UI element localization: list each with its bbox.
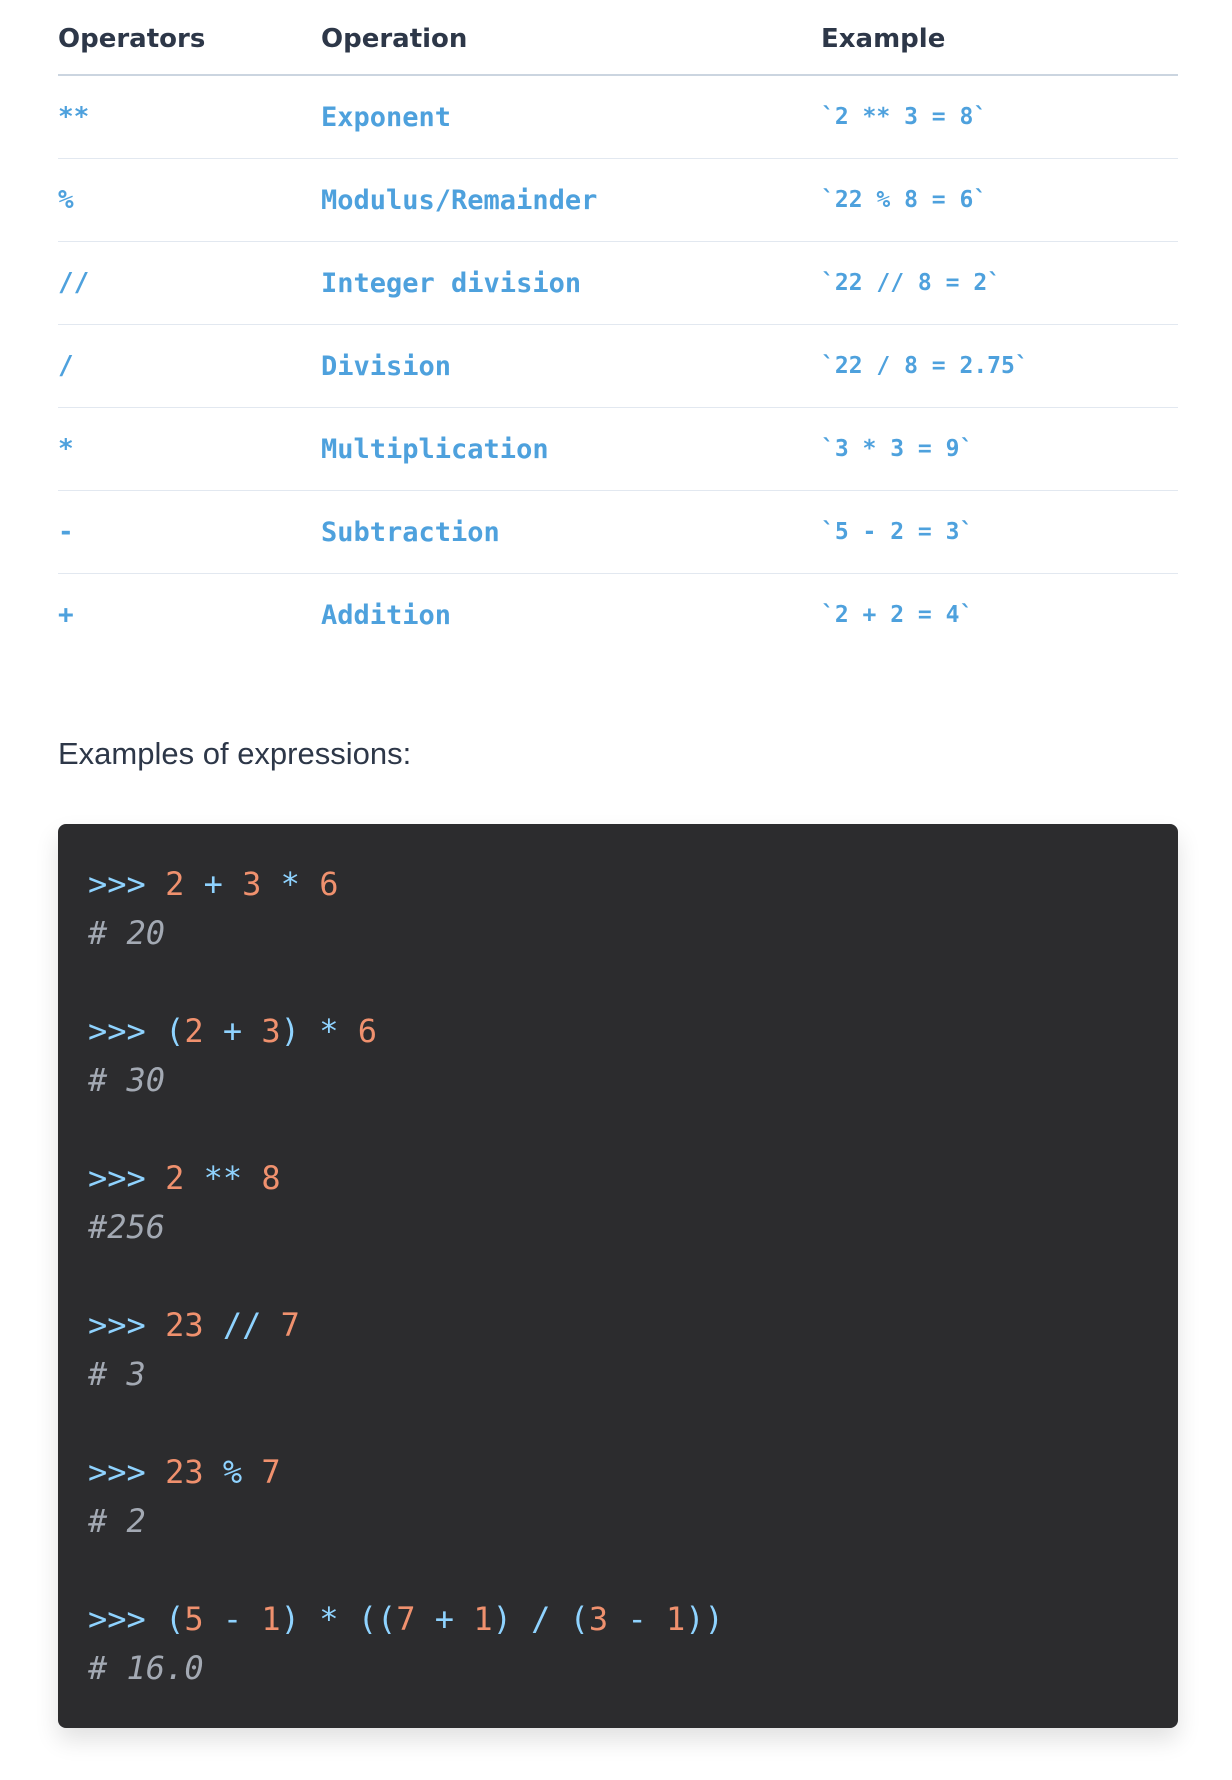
table-row (58, 408, 1178, 491)
code-block[interactable] (58, 824, 1178, 1728)
code-input-line (88, 1007, 1148, 1056)
operation-cell: Division (321, 325, 821, 408)
content (58, 0, 1178, 1687)
code-token: 8 (261, 1159, 281, 1197)
operation-cell: Integer division (321, 242, 821, 325)
example-cell: `22 % 8 = 6` (821, 159, 1178, 242)
example-cell: `22 // 8 = 2` (821, 242, 1178, 325)
table-row (58, 325, 1178, 408)
operation-cell: Modulus/Remainder (321, 159, 821, 242)
operator-cell: * (58, 408, 321, 491)
code-token: 2 (184, 1012, 204, 1050)
operator-cell: // (58, 242, 321, 325)
header-example: Example (821, 24, 1178, 75)
operation-cell: Subtraction (321, 491, 821, 574)
code-token: ) (280, 1600, 300, 1638)
code-token: 6 (357, 1012, 377, 1050)
operation-cell: Exponent (321, 75, 821, 159)
code-token: * (299, 1600, 358, 1638)
table-row (58, 159, 1178, 242)
code-token: ( (165, 1600, 185, 1638)
code-input-line (88, 860, 1148, 909)
example-cell: `3 * 3 = 9` (821, 408, 1178, 491)
code-prompt: >>> (88, 865, 146, 903)
code-blank-line (88, 1546, 1148, 1595)
code-token: 23 (165, 1453, 204, 1491)
table-row (58, 491, 1178, 574)
code-input-line (88, 1448, 1148, 1497)
code-result-comment: #256 (88, 1208, 166, 1246)
code-token: 3 (588, 1600, 609, 1638)
code-input-line (88, 1301, 1148, 1350)
code-prompt: >>> (88, 1600, 146, 1638)
code-token: + (415, 1600, 474, 1638)
code-token: ** (184, 1159, 262, 1197)
code-prompt: >>> (88, 1159, 146, 1197)
example-cell: `22 / 8 = 2.75` (821, 325, 1178, 408)
table-row (58, 75, 1178, 159)
code-token: 2 (165, 1159, 185, 1197)
code-token: * (261, 865, 320, 903)
code-token: ) (280, 1012, 300, 1050)
code-token: ( (165, 1012, 185, 1050)
code-token: - (203, 1600, 262, 1638)
code-token: 6 (319, 865, 339, 903)
code-token: + (184, 865, 243, 903)
operator-cell: + (58, 600, 74, 630)
code-token: )) (685, 1600, 724, 1638)
example-cell: `2 ** 3 = 8` (821, 75, 1178, 159)
operators-table (58, 24, 1178, 656)
code-token: 3 (261, 1012, 281, 1050)
operator-cell: ** (58, 75, 321, 159)
code-prompt: >>> (88, 1306, 146, 1344)
code-result-comment: # 30 (88, 1061, 166, 1099)
example-cell: `5 - 2 = 3` (821, 491, 1178, 574)
table-row (58, 242, 1178, 325)
code-prompt: >>> (88, 1012, 146, 1050)
code-token: 2 (165, 865, 185, 903)
examples-intro-text: Examples of expressions: (58, 736, 412, 771)
code-token: 1 (665, 1600, 686, 1638)
code-token: 1 (261, 1600, 281, 1638)
code-token: 7 (280, 1306, 300, 1344)
code-input-line (88, 1154, 1148, 1203)
code-token: - (608, 1600, 666, 1638)
operator-cell: % (58, 159, 321, 242)
code-result-comment: # 3 (88, 1355, 146, 1393)
code-blank-line (88, 958, 1148, 1007)
table-header-row (58, 24, 1178, 75)
code-result-comment: # 16.0 (88, 1649, 204, 1687)
code-token: 7 (396, 1600, 416, 1638)
code-input-line (88, 1595, 1148, 1644)
code-token: 1 (473, 1600, 493, 1638)
code-blank-line (88, 1399, 1148, 1448)
code-token: 5 (184, 1600, 204, 1638)
code-token: // (203, 1306, 281, 1344)
code-token: / (511, 1600, 570, 1638)
example-cell: `2 + 2 = 4` (821, 602, 974, 628)
code-blank-line (88, 1105, 1148, 1154)
code-blank-line (88, 1252, 1148, 1301)
code-prompt: >>> (88, 1453, 146, 1491)
code-token: 23 (165, 1306, 204, 1344)
code-token: 3 (242, 865, 262, 903)
code-token: * (299, 1012, 358, 1050)
code-token: + (203, 1012, 262, 1050)
operator-cell: - (58, 491, 321, 574)
code-token: ( (569, 1600, 589, 1638)
code-result-comment: # 2 (88, 1502, 146, 1540)
operation-cell: Addition (321, 599, 452, 631)
table-row (58, 574, 1178, 657)
code-token: ) (492, 1600, 512, 1638)
code-token: 7 (261, 1453, 281, 1491)
code-token: (( (357, 1600, 397, 1638)
code-result-comment: # 20 (88, 914, 166, 952)
code-token: % (203, 1453, 262, 1491)
operator-cell: / (58, 325, 321, 408)
header-operators: Operators (58, 24, 321, 75)
header-operation: Operation (321, 24, 821, 75)
operation-cell: Multiplication (321, 408, 821, 491)
